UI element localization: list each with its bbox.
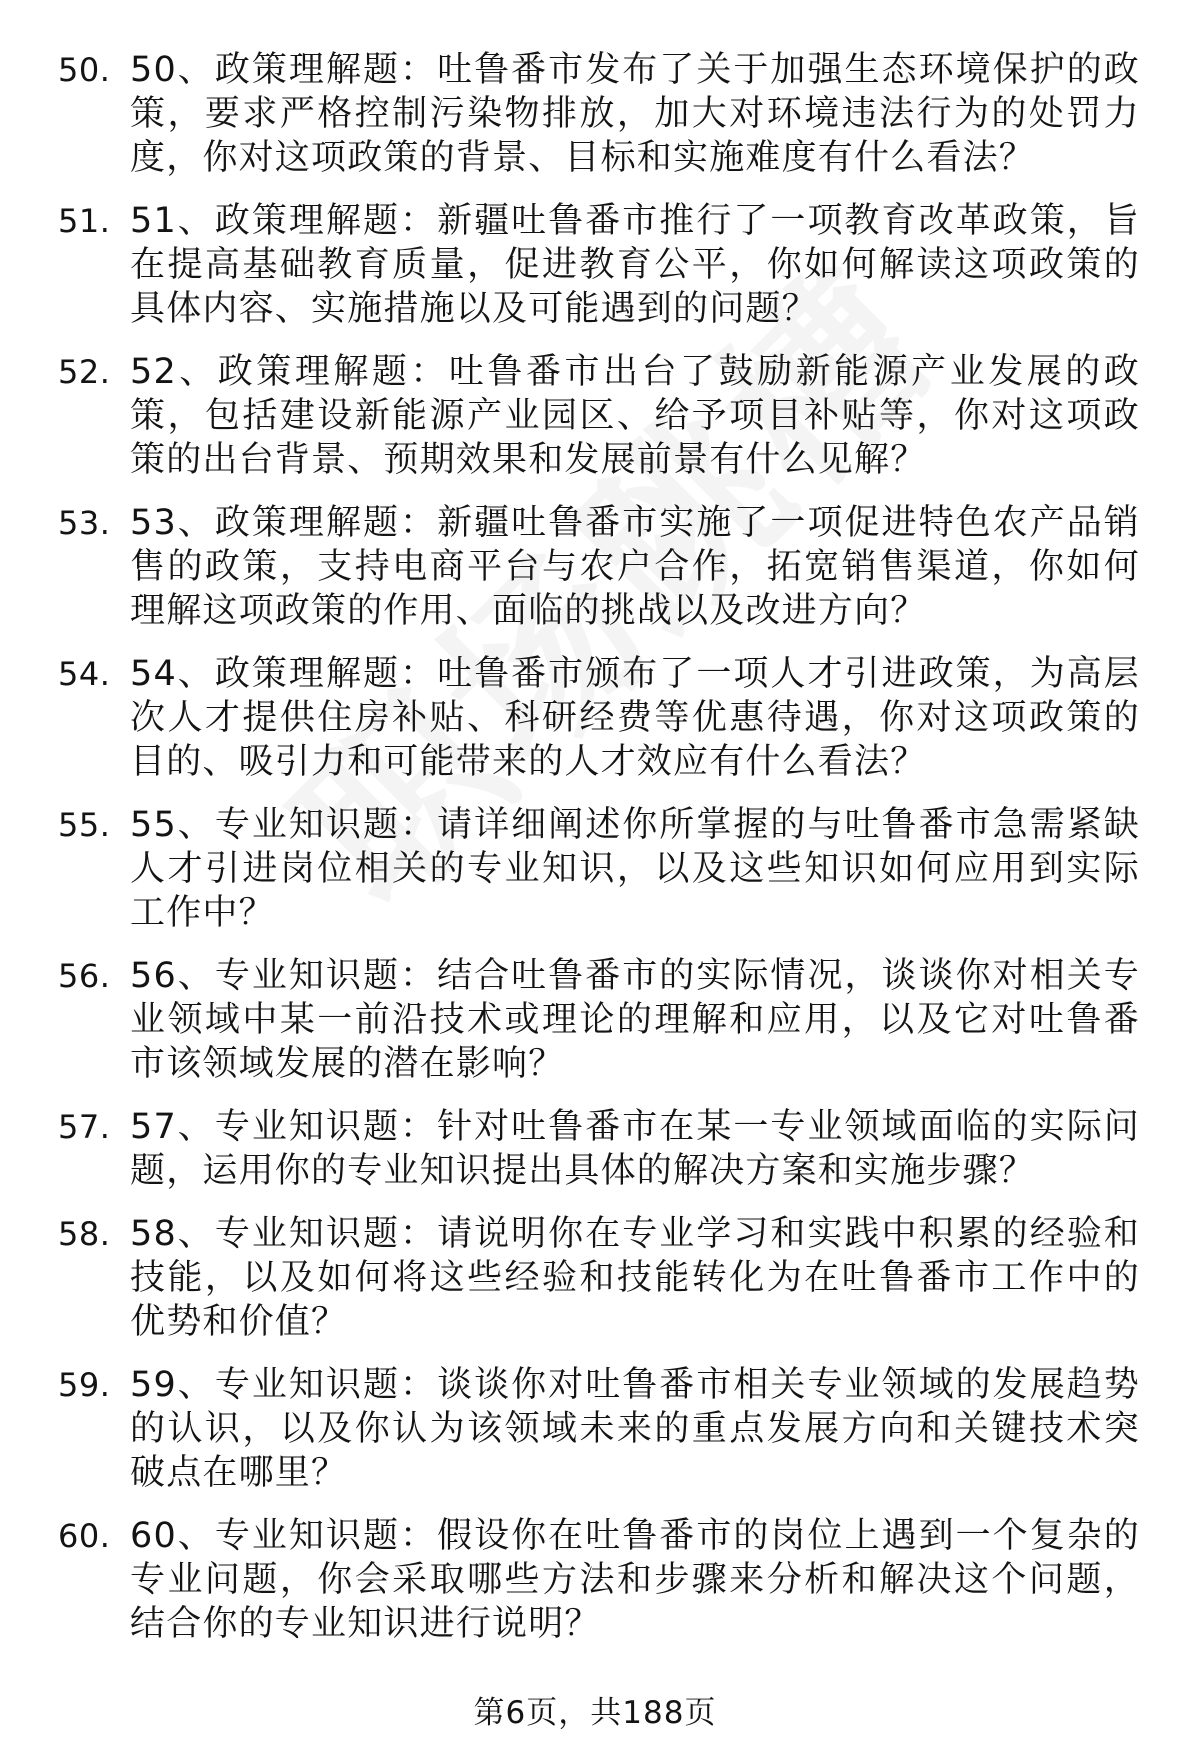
question-item: [0, 803, 1140, 935]
question-number: 53.: [58, 504, 111, 542]
question-item: [0, 1363, 1140, 1495]
question-number: 58.: [58, 1215, 111, 1253]
question-text: 52、政策理解题：吐鲁番市出台了鼓励新能源产业发展的政策，包括建设新能源产业园区、给予项目补贴等，你对这项政策的出台背景、预期效果和发展前景有什么见解？: [130, 352, 1140, 480]
question-item: [0, 501, 1140, 633]
question-item: [0, 199, 1140, 331]
question-text: 51、政策理解题：新疆吐鲁番市推行了一项教育改革政策，旨在提高基础教育质量，促进教育公平，你如何解读这项政策的具体内容、实施措施以及可能遇到的问题？: [130, 201, 1140, 329]
question-item: [0, 1514, 1140, 1646]
question-number: 56.: [58, 957, 111, 995]
question-item: [0, 48, 1140, 180]
question-item: [0, 1212, 1140, 1344]
question-number: 50.: [58, 51, 111, 89]
question-number: 51.: [58, 202, 111, 240]
question-text: 53、政策理解题：新疆吐鲁番市实施了一项促进特色农产品销售的政策，支持电商平台与农户合作，拓宽销售渠道，你如何理解这项政策的作用、面临的挑战以及改进方向？: [130, 503, 1140, 631]
question-number: 60.: [58, 1517, 111, 1555]
question-number: 52.: [58, 353, 111, 391]
question-text: 54、政策理解题：吐鲁番市颁布了一项人才引进政策，为高层次人才提供住房补贴、科研经费等优惠待遇，你对这项政策的目的、吸引力和可能带来的人才效应有什么看法？: [130, 654, 1140, 782]
question-text: 59、专业知识题：谈谈你对吐鲁番市相关专业领域的发展趋势的认识，以及你认为该领域未来的重点发展方向和关键技术突破点在哪里？: [130, 1365, 1140, 1493]
question-list: [0, 48, 1190, 1665]
question-number: 59.: [58, 1366, 111, 1404]
page-number-label: 第6页，共188页: [473, 1695, 717, 1731]
question-item: [0, 954, 1140, 1086]
question-text: 57、专业知识题：针对吐鲁番市在某一专业领域面临的实际问题，运用你的专业知识提出具体的解决方案和实施步骤？: [130, 1107, 1140, 1191]
question-text: 58、专业知识题：请说明你在专业学习和实践中积累的经验和技能，以及如何将这些经验和技能转化为在吐鲁番市工作中的优势和价值？: [130, 1214, 1140, 1342]
question-number: 55.: [58, 806, 111, 844]
question-item: [0, 350, 1140, 482]
question-text: 55、专业知识题：请详细阐述你所掌握的与吐鲁番市急需紧缺人才引进岗位相关的专业知识，以及这些知识如何应用到实际工作中？: [130, 805, 1140, 933]
page-footer: [0, 1693, 1190, 1733]
question-number: 54.: [58, 655, 111, 693]
question-text: 50、政策理解题：吐鲁番市发布了关于加强生态环境保护的政策，要求严格控制污染物排放，加大对环境违法行为的处罚力度，你对这项政策的背景、目标和实施难度有什么看法？: [130, 50, 1140, 178]
question-item: [0, 1105, 1140, 1193]
question-number: 57.: [58, 1108, 111, 1146]
question-text: 60、专业知识题：假设你在吐鲁番市的岗位上遇到一个复杂的专业问题，你会采取哪些方法和步骤来分析和解决这个问题，结合你的专业知识进行说明？: [130, 1516, 1140, 1644]
question-text: 56、专业知识题：结合吐鲁番市的实际情况，谈谈你对相关专业领域中某一前沿技术或理论的理解和应用，以及它对吐鲁番市该领域发展的潜在影响？: [130, 956, 1140, 1084]
question-item: [0, 652, 1140, 784]
